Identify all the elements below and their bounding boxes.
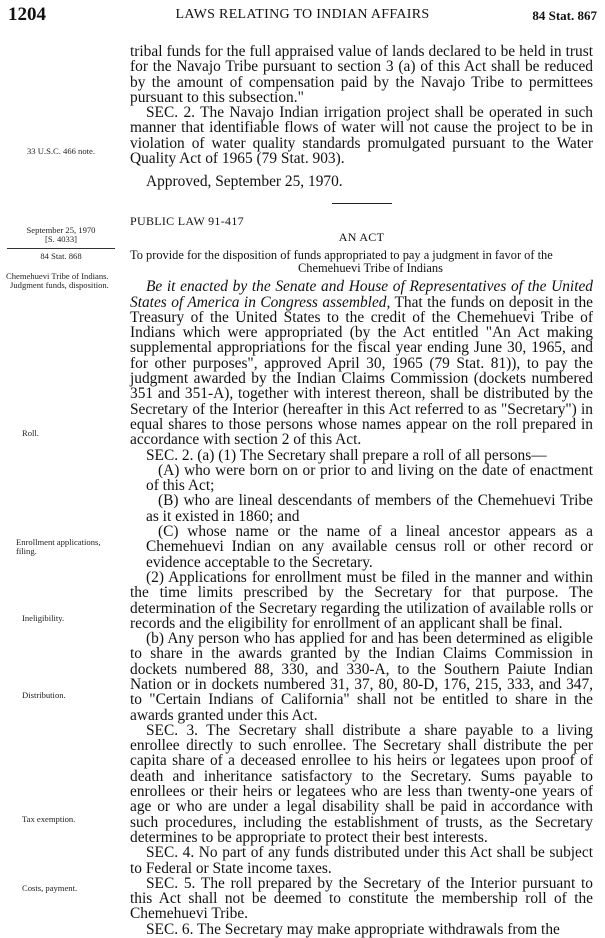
section-2a2-paragraph: (2) Applications for enrollment must be filed in the manner and within the time limits prescribed by the Secretary for that purpose. The determination of the Secretary regarding the utilization of available rolls or records and the eligibility for enrollment of an applicant shall be final. xyxy=(130,568,593,632)
margin-enactment-block xyxy=(0,226,122,261)
section-2a-paragraph: SEC. 2. (a) (1) The Secretary shall prepare a roll of all persons— xyxy=(146,446,547,464)
margin-costs-payment: Costs, payment. xyxy=(22,883,78,893)
clause-a-paragraph: (A) who were born on or prior to and living on the date of enactment of this Act; xyxy=(146,461,593,495)
margin-usc-note: 33 U.S.C. 466 note. xyxy=(26,146,96,156)
section-5-paragraph: SEC. 5. The roll prepared by the Secretary of the Interior pursuant to this Act shall not be deemed to constitute the membership roll of the Chemehuevi Tribe. xyxy=(130,874,593,923)
act-heading: AN ACT xyxy=(338,229,385,244)
act-purpose xyxy=(130,249,593,274)
page-header xyxy=(8,4,597,26)
margin-enrollment: Enrollment applications, filing. xyxy=(16,537,101,557)
navajo-sec2-paragraph: SEC. 2. The Navajo Indian irrigation project shall be operated in such manner that identifiable flows of water will not cause the project to be in violation of water quality standards promulgated pursuant to the Water Quality Act of 1965 (79 Stat. 903). xyxy=(130,104,593,168)
margin-divider xyxy=(7,248,115,249)
margin-judgment-funds: Judgment funds, disposition. xyxy=(10,280,109,291)
body-text xyxy=(130,44,593,937)
margin-roll: Roll. xyxy=(22,428,39,438)
continuation-paragraph: tribal funds for the full appraised value of lands declared to be held in trust for the Navajo Tribe pursuant to section 3 (a) of this Act shall be reduced by the amount of compensation paid by the Navajo Tribe to permittees pursuant to this subsection." xyxy=(130,43,593,106)
margin-chemehuevi-tribe: Chemehuevi Tribe of Indians. xyxy=(6,271,109,281)
margin-distribution: Distribution. xyxy=(22,690,66,700)
section-divider xyxy=(332,203,392,204)
section-3-paragraph: SEC. 3. The Secretary shall distribute a share payable to a living enrollee directly to such enrollee. The Secretary shall distribute the per capita share of a deceased enrollee to his heirs or legatees upon proof of death and inheritance satisfactory to the Secretary. Sums payable to enrollees or their heirs or legatees who are less than twenty-one years of age or who are under a legal disability shall be paid in accordance with such procedures, including the establishment of trusts, as the Secretary determines to be appropriate to protect their best interests. xyxy=(130,721,593,846)
section-2b-paragraph: (b) Any person who has applied for and has been determined as eligible to share in the awards granted by the Indian Claims Commission in dockets numbered 88, 330, and 330-A, to the Southern Paiute Indian Nation or in dockets numbered 31, 37, 80, 80-D, 176, 215, 333, and 347, to "Certain Indians of California" shall not be entitled to share in the awards granted under this Act. xyxy=(130,630,593,724)
public-law-number: PUBLIC LAW 91-417 xyxy=(130,213,244,228)
margin-ineligibility: Ineligibility. xyxy=(22,613,65,623)
clause-b-paragraph: (B) who are lineal descendants of members of the Chemehuevi Tribe as it existed in 1860; and xyxy=(146,492,593,525)
page-number: 1204 xyxy=(8,4,46,25)
purpose-line-2: Chemehuevi Tribe of Indians xyxy=(298,260,443,275)
enacting-clause: Be it enacted by the Senate and House of Representatives of the United States of America in Congress assembled, xyxy=(130,278,593,311)
approved-line: Approved, September 25, 1970. xyxy=(146,173,343,191)
purpose-line-1: To provide for the disposition of funds appropriated to pay a judgment in favor of the xyxy=(130,248,553,263)
margin-chemehuevi xyxy=(6,272,118,291)
section-1-paragraph xyxy=(130,279,593,447)
margin-stat: 84 Stat. 868 xyxy=(40,250,82,261)
section-4-paragraph: SEC. 4. No part of any funds distributed under this Act shall be subject to Federal or State income taxes. xyxy=(130,844,593,877)
section-6-paragraph: SEC. 6. The Secretary may make appropriate withdrawals from the xyxy=(146,920,560,938)
margin-date: September 25, 1970 xyxy=(26,225,96,235)
clause-c-paragraph: (C) whose name or the name of a lineal ancestor appears as a Chemehuevi Indian on any available census roll or other record or evidence acceptable to the Secretary. xyxy=(146,523,593,571)
margin-bill-number: [S. 4033] xyxy=(45,234,77,245)
running-title: LAWS RELATING TO INDIAN AFFAIRS xyxy=(175,7,430,22)
section-1-text: That the funds on deposit in the Treasury of the United States to the credit of the Chemehuevi Tribe of Indians which were appropriated (by the Act entitled "An Act making supplemental appropriations for the fiscal year ending June 30, 1965, and for other purposes", approved April 30, 1965 (79 Stat. 81)), to pay the judgment awarded by the Indian Claims Commission (dockets numbered 351 and 351-A), together with interest thereon, shall be distributed by the Secretary of the Interior (hereafter in this Act referred to as "Secretary") in equal shares to those persons whose names appear on the roll prepared in accordance with section 2 of this Act. xyxy=(130,293,593,449)
margin-tax-exemption: Tax exemption. xyxy=(22,814,76,824)
stat-reference: 84 Stat. 867 xyxy=(532,8,597,23)
